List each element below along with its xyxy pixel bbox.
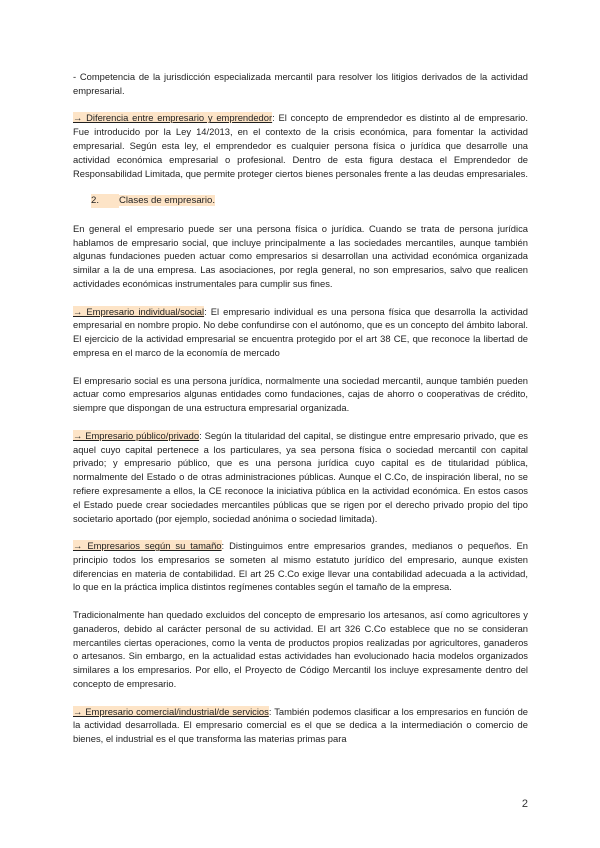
highlight-label-emprendedor: → Diferencia entre empresario y emprendedor <box>73 112 273 124</box>
paragraph-individual-social <box>73 305 528 360</box>
document-page <box>73 70 528 760</box>
paragraph-emprendedor <box>73 111 528 180</box>
highlight-label-individual-social: → Empresario individual/social <box>73 305 205 317</box>
page-number: 2 <box>521 798 528 810</box>
section-title: Clases de empresario. <box>119 195 215 207</box>
highlight-label-comercial-industrial: → Empresario comercial/industrial/de servicios <box>73 705 269 717</box>
paragraph-publico-privado <box>73 429 528 526</box>
section-heading <box>73 194 528 208</box>
paragraph-text-comercial-industrial: : También podemos clasificar a los empresarios en función de la actividad desarrollada. El empresario comercial es el que se dedica a la intermediación o comercio de bienes, el industrial es el que transforma las materias primas para <box>73 705 528 745</box>
paragraph-text-tamano: : Distinguimos entre empresarios grandes, medianos o pequeños. En principio todos los empresarios se someten al mismo estatuto jurídico del empresario, aunque existen diferencias en materia de contabilidad. El art 25 C.Co exige llevar una contabilidad adecuada a la actividad, lo que en la práctica implica distintos regímenes contables según el tamaño de la empresa. <box>73 540 528 593</box>
paragraph-jurisdiction: - Competencia de la jurisdicción especializada mercantil para resolver los litigios derivados de la actividad empresarial. <box>73 71 528 96</box>
section-number: 2. <box>91 194 119 208</box>
paragraph-tamano <box>73 539 528 594</box>
paragraph-text-publico-privado: : Según la titularidad del capital, se distingue entre empresario privado, que es aquel cuyo capital pertenece a los particulares, ya sea persona física o sociedad mercantil con capital privado; y empresario público, que es una persona jurídica cuyo capital es de titularidad pública, normalmente del Estado o de otras administraciones públicas. Aunque el C.Co, de inspiración liberal, no se refiere expresamente a ellos, la CE reconoce la iniciativa pública en la actividad económica. En estos casos el Estado puede crear sociedades mercantiles públicas que se rigen por el derecho privado propio del tipo societario aportado (por ejemplo, sociedad anónima o sociedad limitada). <box>73 429 528 524</box>
paragraph-comercial-industrial <box>73 705 528 746</box>
highlight-label-tamano: → Empresarios según su tamaño <box>73 540 222 552</box>
highlight-label-publico-privado: → Empresario público/privado <box>73 429 200 441</box>
paragraph-empresario-social: El empresario social es una persona jurídica, normalmente una sociedad mercantil, aunque también pueden actuar como empresarios algunas entidades como fundaciones, cajas de ahorro o cooperativas de crédito, siempre que dispongan de una estructura empresarial organizada. <box>73 374 528 414</box>
paragraph-text-emprendedor: : El concepto de emprendedor es distinto al de empresario. Fue introducido por la Ley 14/2013, en el contexto de la crisis económica, para fomentar la actividad empresarial. Según esta ley, el emprendedor es cualquier persona física o jurídica que desarrolle una actividad económica empresarial o profesional. Dentro de esta figura destaca el Emprendedor de Responsabilidad Limitada, que permite proteger ciertos bienes personales frente a las deudas empresariales. <box>73 112 529 179</box>
paragraph-artesanos: Tradicionalmente han quedado excluidos del concepto de empresario los artesanos, así como agricultores y ganaderos, debido al carácter personal de su actividad. El art 326 C.Co establece que no se consideran mercantiles ciertas operaciones, como la venta de productos propios realizadas por agricultores, ganaderos o artesanos. Sin embargo, en la actualidad estas actividades han evolucionado hacia modelos organizados similares a los empresarios. Por ello, el Proyecto de Código Mercantil los incluye expresamente dentro del concepto de empresario. <box>73 609 528 690</box>
paragraph-general: En general el empresario puede ser una persona física o jurídica. Cuando se trata de persona jurídica hablamos de empresario social, que incluye principalmente a las sociedades mercantiles, aunque también algunas fundaciones pueden actuar como empresarios si desarrollan una actividad económica organizada similar a la de una empresa. Las asociaciones, por regla general, no son empresarios, salvo que realicen actividades económicas instrumentales para cumplir sus fines. <box>73 222 528 289</box>
paragraph-text-individual-social: : El empresario individual es una persona física que desarrolla la actividad empresarial en nombre propio. No debe confundirse con el autónomo, que es un concepto del ámbito laboral. El ejercicio de la actividad empresarial se encuentra protegido por el art 38 CE, que reconoce la libertad de empresa en el marco de la economía de mercado <box>73 305 528 358</box>
